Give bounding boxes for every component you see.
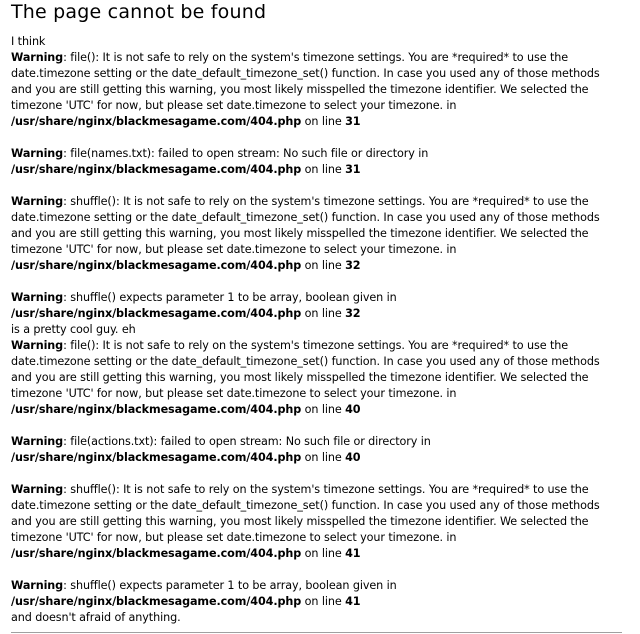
- warning-message: It is not safe to rely on the system's timezone settings. You are *required* to use the: [123, 483, 589, 496]
- file-path: /usr/share/nginx/blackmesagame.com/404.php: [11, 451, 302, 464]
- warning-message: date.timezone setting or the date_default_timezone_set() function. In case you used any of those methods: [11, 499, 600, 512]
- warning-message: shuffle() expects parameter 1 to be array, boolean given in: [70, 291, 397, 304]
- warning-message: date.timezone setting or the date_default_timezone_set() function. In case you used any of those methods: [11, 67, 600, 80]
- line-number: 31: [345, 163, 361, 176]
- file-path: /usr/share/nginx/blackmesagame.com/404.php: [11, 115, 302, 128]
- on-line-text: on line: [304, 451, 342, 464]
- middle-text: is a pretty cool guy. eh: [11, 323, 136, 336]
- warning-block: Warning: file(actions.txt): failed to open stream: No such file or directory in /usr/share/nginx/blackmesagame.com/404.php on line 40: [11, 435, 431, 464]
- warning-message: date.timezone setting or the date_default_timezone_set() function. In case you used any of those methods: [11, 355, 600, 368]
- on-line-text: on line: [304, 403, 342, 416]
- file-path: /usr/share/nginx/blackmesagame.com/404.php: [11, 547, 302, 560]
- warning-function: shuffle():: [70, 483, 120, 496]
- warning-function: shuffle():: [70, 195, 120, 208]
- on-line-text: on line: [304, 595, 342, 608]
- warning-label: Warning: [11, 579, 64, 592]
- warning-message: It is not safe to rely on the system's timezone settings. You are *required* to use the: [123, 195, 589, 208]
- warning-function: file():: [70, 339, 100, 352]
- file-path: /usr/share/nginx/blackmesagame.com/404.php: [11, 163, 302, 176]
- line-number: 32: [345, 259, 361, 272]
- intro-text: I think: [11, 35, 46, 48]
- warning-message: and you are still getting this warning, you most likely misspelled the timezone identifier. We selected the: [11, 227, 589, 240]
- on-line-text: on line: [304, 547, 342, 560]
- warning-function: file():: [70, 51, 100, 64]
- on-line-text: on line: [304, 259, 342, 272]
- on-line-text: on line: [304, 115, 342, 128]
- warning-message: and you are still getting this warning, you most likely misspelled the timezone identifier. We selected the: [11, 83, 589, 96]
- warning-message: It is not safe to rely on the system's timezone settings. You are *required* to use the: [102, 339, 569, 352]
- warning-message: and you are still getting this warning, you most likely misspelled the timezone identifier. We selected the: [11, 515, 589, 528]
- horizontal-rule: [11, 632, 622, 633]
- warning-block: Warning: shuffle(): It is not safe to rely on the system's timezone settings. You are *required* to use the date.timezone setting or the date_default_timezone_set() function. In case you used any of those methods and you are still getting this warning, you most likely misspelled the timezone identifier. We selected the timezone 'UTC' for now, but please set date.timezone to select your timezone. in /usr/share/nginx/blackmesagame.com/404.php on line 41: [11, 483, 600, 560]
- file-path: /usr/share/nginx/blackmesagame.com/404.php: [11, 595, 302, 608]
- warning-block: Warning: file(names.txt): failed to open stream: No such file or directory in /usr/share/nginx/blackmesagame.com/404.php on line 31: [11, 147, 429, 176]
- page-content: [11, 34, 601, 626]
- warning-message: file(actions.txt): failed to open stream: No such file or directory in: [70, 435, 431, 448]
- line-number: 41: [345, 595, 361, 608]
- warning-block: Warning: shuffle() expects parameter 1 to be array, boolean given in /usr/share/nginx/blackmesagame.com/404.php on line 41: [11, 579, 397, 608]
- warning-message: file(names.txt): failed to open stream: No such file or directory in: [70, 147, 429, 160]
- on-line-text: on line: [304, 163, 342, 176]
- warning-label: Warning: [11, 435, 64, 448]
- warning-label: Warning: [11, 483, 64, 496]
- line-number: 40: [345, 403, 361, 416]
- warning-label: Warning: [11, 339, 64, 352]
- warning-block: Warning: shuffle(): It is not safe to rely on the system's timezone settings. You are *required* to use the date.timezone setting or the date_default_timezone_set() function. In case you used any of those methods and you are still getting this warning, you most likely misspelled the timezone identifier. We selected the timezone 'UTC' for now, but please set date.timezone to select your timezone. in /usr/share/nginx/blackmesagame.com/404.php on line 32: [11, 195, 600, 272]
- file-path: /usr/share/nginx/blackmesagame.com/404.php: [11, 403, 302, 416]
- file-path: /usr/share/nginx/blackmesagame.com/404.php: [11, 307, 302, 320]
- warning-message: It is not safe to rely on the system's timezone settings. You are *required* to use the: [102, 51, 569, 64]
- warning-label: Warning: [11, 147, 64, 160]
- warning-message: timezone 'UTC' for now, but please set date.timezone to select your timezone. in: [11, 387, 457, 400]
- file-path: /usr/share/nginx/blackmesagame.com/404.php: [11, 259, 302, 272]
- warning-message: shuffle() expects parameter 1 to be array, boolean given in: [70, 579, 397, 592]
- line-number: 41: [345, 547, 361, 560]
- warning-message: date.timezone setting or the date_default_timezone_set() function. In case you used any of those methods: [11, 211, 600, 224]
- page-title: The page cannot be found: [11, 1, 267, 23]
- warning-message: and you are still getting this warning, you most likely misspelled the timezone identifier. We selected the: [11, 371, 589, 384]
- warning-block: Warning: file(): It is not safe to rely on the system's timezone settings. You are *required* to use the date.timezone setting or the date_default_timezone_set() function. In case you used any of those methods and you are still getting this warning, you most likely misspelled the timezone identifier. We selected the timezone 'UTC' for now, but please set date.timezone to select your timezone. in /usr/share/nginx/blackmesagame.com/404.php on line 31: [11, 51, 600, 128]
- line-number: 31: [345, 115, 361, 128]
- line-number: 32: [345, 307, 361, 320]
- warning-block: Warning: shuffle() expects parameter 1 to be array, boolean given in /usr/share/nginx/blackmesagame.com/404.php on line 32: [11, 291, 397, 320]
- warning-label: Warning: [11, 51, 64, 64]
- warning-message: timezone 'UTC' for now, but please set date.timezone to select your timezone. in: [11, 531, 457, 544]
- warning-label: Warning: [11, 291, 64, 304]
- warning-label: Warning: [11, 195, 64, 208]
- line-number: 40: [345, 451, 361, 464]
- end-text: and doesn't afraid of anything.: [11, 611, 181, 624]
- on-line-text: on line: [304, 307, 342, 320]
- warning-block: Warning: file(): It is not safe to rely on the system's timezone settings. You are *required* to use the date.timezone setting or the date_default_timezone_set() function. In case you used any of those methods and you are still getting this warning, you most likely misspelled the timezone identifier. We selected the timezone 'UTC' for now, but please set date.timezone to select your timezone. in /usr/share/nginx/blackmesagame.com/404.php on line 40: [11, 339, 600, 416]
- warning-message: timezone 'UTC' for now, but please set date.timezone to select your timezone. in: [11, 99, 457, 112]
- warning-message: timezone 'UTC' for now, but please set date.timezone to select your timezone. in: [11, 243, 457, 256]
